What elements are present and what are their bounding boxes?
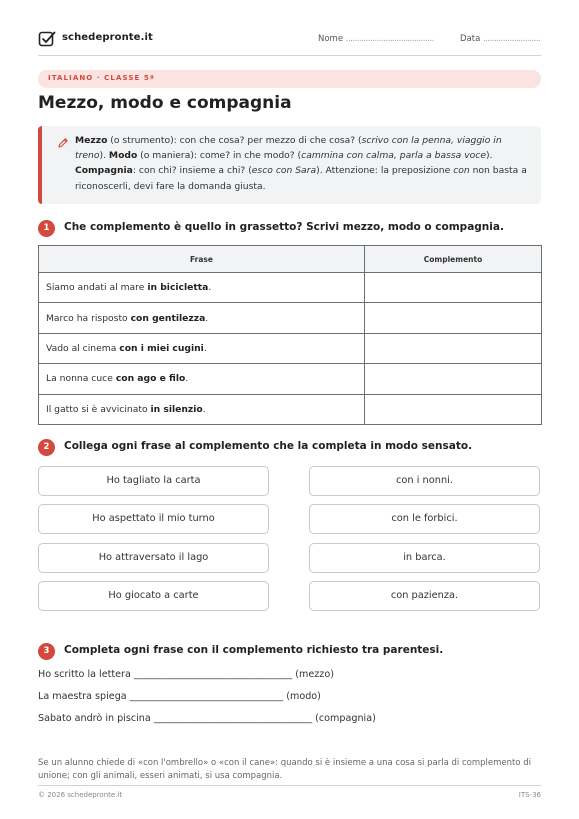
date-dots: .......................... bbox=[483, 34, 541, 44]
match-left-item[interactable]: Ho tagliato la carta bbox=[38, 466, 269, 496]
fill-in-line[interactable]: Ho scritto la lettera _________________________________ (mezzo) bbox=[38, 669, 334, 680]
section-title: Collega ogni frase al complemento che la completa in modo sensato. bbox=[64, 440, 473, 452]
name-field[interactable] bbox=[318, 34, 434, 44]
match-left-item[interactable]: Ho attraversato il lago bbox=[38, 543, 269, 573]
sentence-cell bbox=[39, 273, 365, 303]
compagnia-example: esco con Sara bbox=[251, 165, 317, 177]
answer-cell[interactable] bbox=[365, 364, 542, 394]
sentence-end: . bbox=[202, 403, 206, 415]
section-title: Che complemento è quello in grassetto? Scrivi mezzo, modo o compagnia. bbox=[64, 221, 504, 233]
compagnia-definition: : con chi? insieme a chi? ( bbox=[132, 165, 252, 177]
subject-tag bbox=[38, 70, 541, 88]
section-title: Completa ogni frase con il complemento richiesto tra parentesi. bbox=[64, 644, 444, 656]
match-right-item[interactable]: con pazienza. bbox=[309, 581, 540, 611]
sentence-text: Il gatto si è avvicinato bbox=[46, 403, 151, 415]
sentence-text: La nonna cuce bbox=[46, 373, 116, 385]
site-logo-text: schedepronte.it bbox=[62, 32, 153, 43]
sentence-cell bbox=[39, 333, 365, 363]
page-footer bbox=[38, 785, 541, 801]
section-number-badge: 1 bbox=[38, 220, 55, 237]
copyright-text: © 2026 schedepronte.it bbox=[38, 791, 123, 799]
note-text bbox=[75, 133, 530, 194]
name-dots: ........................................ bbox=[345, 34, 434, 44]
answer-cell[interactable] bbox=[365, 333, 542, 363]
match-right-item[interactable]: con le forbici. bbox=[309, 504, 540, 534]
fill-in-line[interactable]: Sabato andrò in piscina _________________________________ (compagnia) bbox=[38, 713, 376, 724]
section-number-badge: 2 bbox=[38, 439, 55, 456]
sentence-cell bbox=[39, 364, 365, 394]
table-row bbox=[39, 273, 542, 303]
worksheet-code: ITS-36 bbox=[518, 791, 541, 799]
mezzo-example: scrivo con la penna, viaggio in treno bbox=[75, 135, 502, 162]
sentence-bold: con gentilezza bbox=[130, 312, 206, 324]
match-left-item[interactable]: Ho giocato a carte bbox=[38, 581, 269, 611]
theory-note bbox=[38, 126, 541, 204]
date-label: Data bbox=[460, 34, 481, 44]
sentence-text: Siamo andati al mare bbox=[46, 282, 148, 294]
name-label: Nome bbox=[318, 34, 344, 44]
match-right-item[interactable]: con i nonni. bbox=[309, 466, 540, 496]
modo-close: ). bbox=[485, 150, 493, 162]
note-tail: non basta a riconoscerli, devi fare la domanda giusta. bbox=[75, 165, 527, 192]
table-row bbox=[39, 303, 542, 333]
term-compagnia: Compagnia bbox=[75, 165, 133, 177]
fill-in-line[interactable]: La maestra spiega ________________________________ (modo) bbox=[38, 691, 321, 702]
term-modo: Modo bbox=[108, 150, 138, 162]
page-title: Mezzo, modo e compagnia bbox=[38, 93, 292, 113]
modo-example: cammina con calma, parla a bassa voce bbox=[301, 150, 486, 162]
sentence-cell bbox=[39, 303, 365, 333]
page-header bbox=[38, 30, 541, 56]
term-mezzo: Mezzo bbox=[75, 135, 108, 146]
table-header-row bbox=[39, 246, 542, 273]
mezzo-close: ). bbox=[99, 150, 109, 162]
sentence-end: . bbox=[205, 312, 209, 324]
answer-cell[interactable] bbox=[365, 303, 542, 333]
sentence-end: . bbox=[208, 282, 212, 294]
answer-cell[interactable] bbox=[365, 394, 542, 424]
date-field[interactable] bbox=[460, 34, 540, 44]
pencil-icon bbox=[57, 137, 69, 149]
section-number-badge: 3 bbox=[38, 643, 55, 660]
column-header-frase: Frase bbox=[39, 246, 365, 273]
sentence-end: . bbox=[203, 342, 207, 354]
exercise-table bbox=[38, 245, 542, 425]
sentence-end: . bbox=[185, 373, 189, 385]
sentence-bold: con ago e filo bbox=[115, 373, 186, 385]
modo-definition: (o maniera): come? in che modo? ( bbox=[137, 150, 302, 162]
sentence-bold: con i miei cugini bbox=[119, 342, 204, 354]
mezzo-definition: (o strumento): con che cosa? per mezzo di che cosa? ( bbox=[107, 135, 362, 146]
table-row bbox=[39, 394, 542, 424]
match-right-item[interactable]: in barca. bbox=[309, 543, 540, 573]
match-left-item[interactable]: Ho aspettato il mio turno bbox=[38, 504, 269, 534]
table-row bbox=[39, 333, 542, 363]
checkbox-icon bbox=[38, 30, 56, 48]
sentence-text: Marco ha risposto bbox=[46, 312, 131, 324]
teacher-footnote: Se un alunno chiede di «con l'ombrello» o «con il cane»: quando si è insieme a una cosa si parla di complemento di unione; con gli animali, esseri animati, si usa compagnia. bbox=[38, 758, 531, 781]
answer-cell[interactable] bbox=[365, 273, 542, 303]
sentence-bold: in silenzio bbox=[150, 403, 203, 415]
sentence-cell bbox=[39, 394, 365, 424]
compagnia-close: ). Attenzione: la preposizione bbox=[316, 165, 454, 177]
column-header-complemento: Complemento bbox=[365, 246, 542, 273]
subject-tag-text: ITALIANO · CLASSE 5ª bbox=[48, 74, 155, 82]
table-row bbox=[39, 364, 542, 394]
con-word: con bbox=[453, 165, 470, 177]
sentence-bold: in bicicletta bbox=[147, 282, 209, 294]
sentence-text: Vado al cinema bbox=[46, 342, 120, 354]
